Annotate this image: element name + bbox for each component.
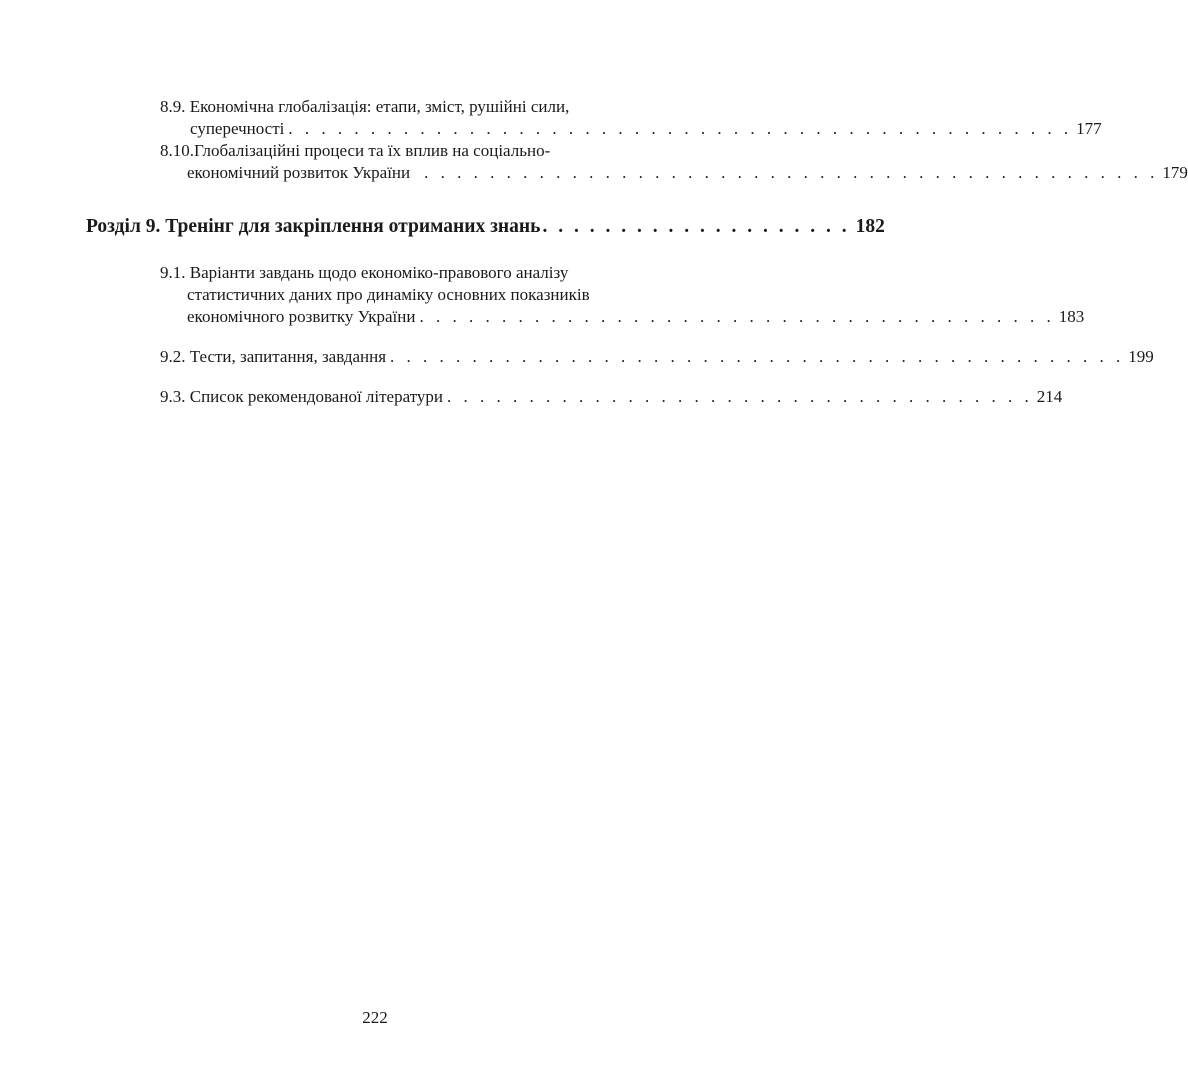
- toc-entry-label: 9.3. Список рекомендованої літератури: [160, 387, 444, 406]
- toc-entry-9-2[interactable]: [160, 346, 1154, 368]
- toc-page-number: 199: [1128, 347, 1154, 366]
- toc-entry-9-1[interactable]: [187, 306, 1085, 328]
- page-number: 222: [362, 1008, 388, 1027]
- toc-page-number: 179: [1162, 163, 1188, 182]
- toc-leader-dots: . . . . . . . . . . . . . . . . . . . . . . . . . . . . . . . . . . . . . . . . . . . . .: [424, 163, 1159, 182]
- toc-entry-8-10-line1: 8.10.Глобалізаційні процеси та їх вплив на соціально-: [160, 141, 551, 160]
- toc-leader-dots: . . . . . . . . . . . . . . . . . . . . . . . . . . . . . . . . . . . . . . . . . . . . .: [390, 347, 1125, 366]
- toc-page-number: 214: [1036, 387, 1063, 406]
- toc-leader-dots: . . . . . . . . . . . . . . . . . . . .: [542, 216, 850, 237]
- toc-entry-9-1-line2: статистичних даних про динаміку основних показників: [187, 285, 590, 304]
- toc-leader-dots: . . . . . . . . . . . . . . . . . . . . . . . . . . . . . . . . . . . . . . .: [419, 307, 1055, 326]
- toc-entry-8-9-line1: 8.9. Економічна глобалізація: етапи, зміст, рушійні сили,: [160, 97, 570, 116]
- toc-entry-8-9[interactable]: [190, 118, 1102, 140]
- toc-entry-9-1-line3: економічного розвитку України: [187, 307, 416, 326]
- toc-leader-dots: . . . . . . . . . . . . . . . . . . . . . . . . . . . . . . . . . . . . . . . . . . . . . . . .: [288, 119, 1073, 138]
- toc-leader-dots: . . . . . . . . . . . . . . . . . . . . . . . . . . . . . . . . . . . .: [447, 387, 1033, 406]
- toc-entry-8-10-line2: економічний розвиток України: [187, 163, 411, 182]
- toc-chapter-9[interactable]: [86, 214, 885, 240]
- toc-page-number: 177: [1076, 119, 1102, 138]
- toc-page-number: 182: [855, 216, 885, 237]
- toc-entry-9-3[interactable]: [160, 386, 1063, 408]
- toc-entry-9-1-line1: 9.1. Варіанти завдань щодо економіко-правового аналізу: [160, 263, 569, 282]
- toc-page-number: 183: [1058, 307, 1085, 326]
- toc-entry-8-10[interactable]: [187, 162, 1188, 184]
- toc-entry-label: 9.2. Тести, запитання, завдання: [160, 347, 387, 366]
- toc-chapter-title: Розділ 9. Тренінг для закріплення отриманих знань: [86, 216, 541, 237]
- toc-entry-8-9-line2: суперечності: [190, 119, 285, 138]
